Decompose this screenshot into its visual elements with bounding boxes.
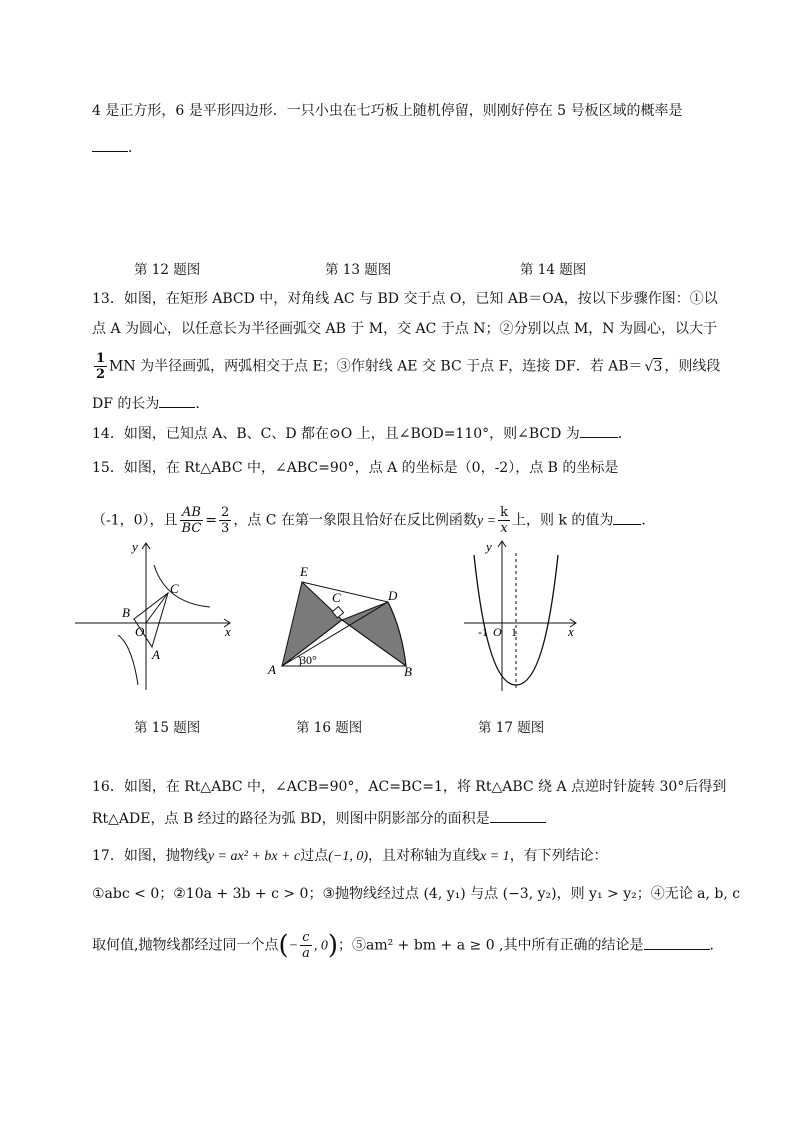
fraction-half: $\frac{1}{2}$ [96,351,106,382]
figure-16 [262,560,422,680]
label-minus-one: -1 [478,625,488,639]
q13-line1: 13．如图，在矩形 ABCD 中，对角线 AC 与 BD 交于点 O，已知 AB＝OA，按以下步骤作图：①以 [92,291,718,307]
q15-line2: （-1，0），且 $\frac{AB}{BC}$ = $\frac{2}{3}$ ，点 C 在第一象限且恰好在反比例函数y = $\frac{k}{x}$ 上，则 k 的值为 ． [92,505,656,536]
segment-oc [146,593,168,623]
fraction-two-thirds: $\frac{2}{3}$ [221,505,230,536]
q17-line3: 取何值,抛物线都经过同一个点(− $\frac{c}{a}$ , 0)；⑤am² + bm + a ≥ 0 ,其中所有正确的结论是 ． [92,930,724,961]
sqrt-three: √3 [644,358,663,375]
label-b: B [122,605,130,620]
caption-fig17: 第 17 题图 [478,720,545,736]
label-o: O [493,625,502,639]
q12-text-line1: 4 是正方形，6 是平形四边形．一只小虫在七巧板上随机停留，则刚好停在 5 号板区域的概率是 [92,103,683,119]
figure-15 [70,535,240,695]
caption-fig14: 第 14 题图 [520,262,587,278]
answer-blank [580,423,618,438]
q16-line2: Rt△ADE，点 B 经过的路径为弧 BD，则图中阴影部分的面积是 [92,808,546,829]
caption-fig16: 第 16 题图 [296,720,363,736]
answer-blank [159,393,195,408]
label-e: E [300,564,308,579]
caption-fig12: 第 12 题图 [134,262,201,278]
label-x: x [225,624,231,639]
q13-line2: 点 A 为圆心，以任意长为半径画弧交 AB 于 M，交 AC 于点 N；②分别以点 M，N 为圆心，以大于 [92,321,718,337]
q17-line2: ①abc < 0；②10a + 3b + c > 0；③抛物线经过点 (4, y₁) 与点 (−3, y₂)，则 y₁ > y₂；④无论 a, b, c [92,886,741,902]
label-x: x [568,624,574,639]
label-o: O [135,624,145,639]
q13-line3: $\frac{1}{2}$ MN 为半径画弧，两弧相交于点 E；③作射线 AE 交 BC 于点 F，连接 DF．若 AB＝ √3 ，则线段 [96,351,721,382]
answer-blank [92,137,128,152]
answer-blank [490,808,546,823]
q13-line4: DF 的长为 ． [92,393,209,414]
q17-line1: 17．如图，抛物线y = ax² + bx + c过点(−1, 0)，且对称轴为直线x = 1，有下列结论： [92,848,608,864]
fraction-c-a: $\frac{c}{a}$ [302,930,310,961]
label-y: y [486,539,492,554]
label-d: D [388,588,398,603]
fraction-ab-bc: $\frac{AB}{BC}$ [181,505,202,536]
q14-line: 14．如图，已知点 A、B、C、D 都在⊙O 上，且∠BOD=110°，则∠BCD 为 ． [92,423,632,444]
label-one: 1 [511,625,517,639]
caption-fig13: 第 13 题图 [325,262,392,278]
label-c: C [332,590,341,605]
fraction-k-x: $\frac{k}{x}$ [500,505,508,536]
q15-line1: 15．如图，在 Rt△ABC 中，∠ABC=90°，点 A 的坐标是（0，-2），点 B 的坐标是 [92,460,619,476]
answer-blank [613,510,641,525]
caption-fig15: 第 15 题图 [134,720,201,736]
label-a: A [268,662,276,677]
q12-text-line2: ． [92,137,142,158]
label-a: A [152,647,160,662]
hyperbola-branch-2 [118,635,138,685]
figure-17 [458,535,588,695]
label-angle: 30° [300,653,317,667]
label-c: C [170,581,179,596]
shaded-sector-region [342,602,406,666]
q16-line1: 16．如图，在 Rt△ABC 中，∠ACB=90°，AC=BC=1，将 Rt△ABC 绕 A 点逆时针旋转 30°后得到 [92,779,727,795]
label-b: B [404,664,412,679]
label-y: y [132,539,138,554]
answer-blank [644,935,710,950]
